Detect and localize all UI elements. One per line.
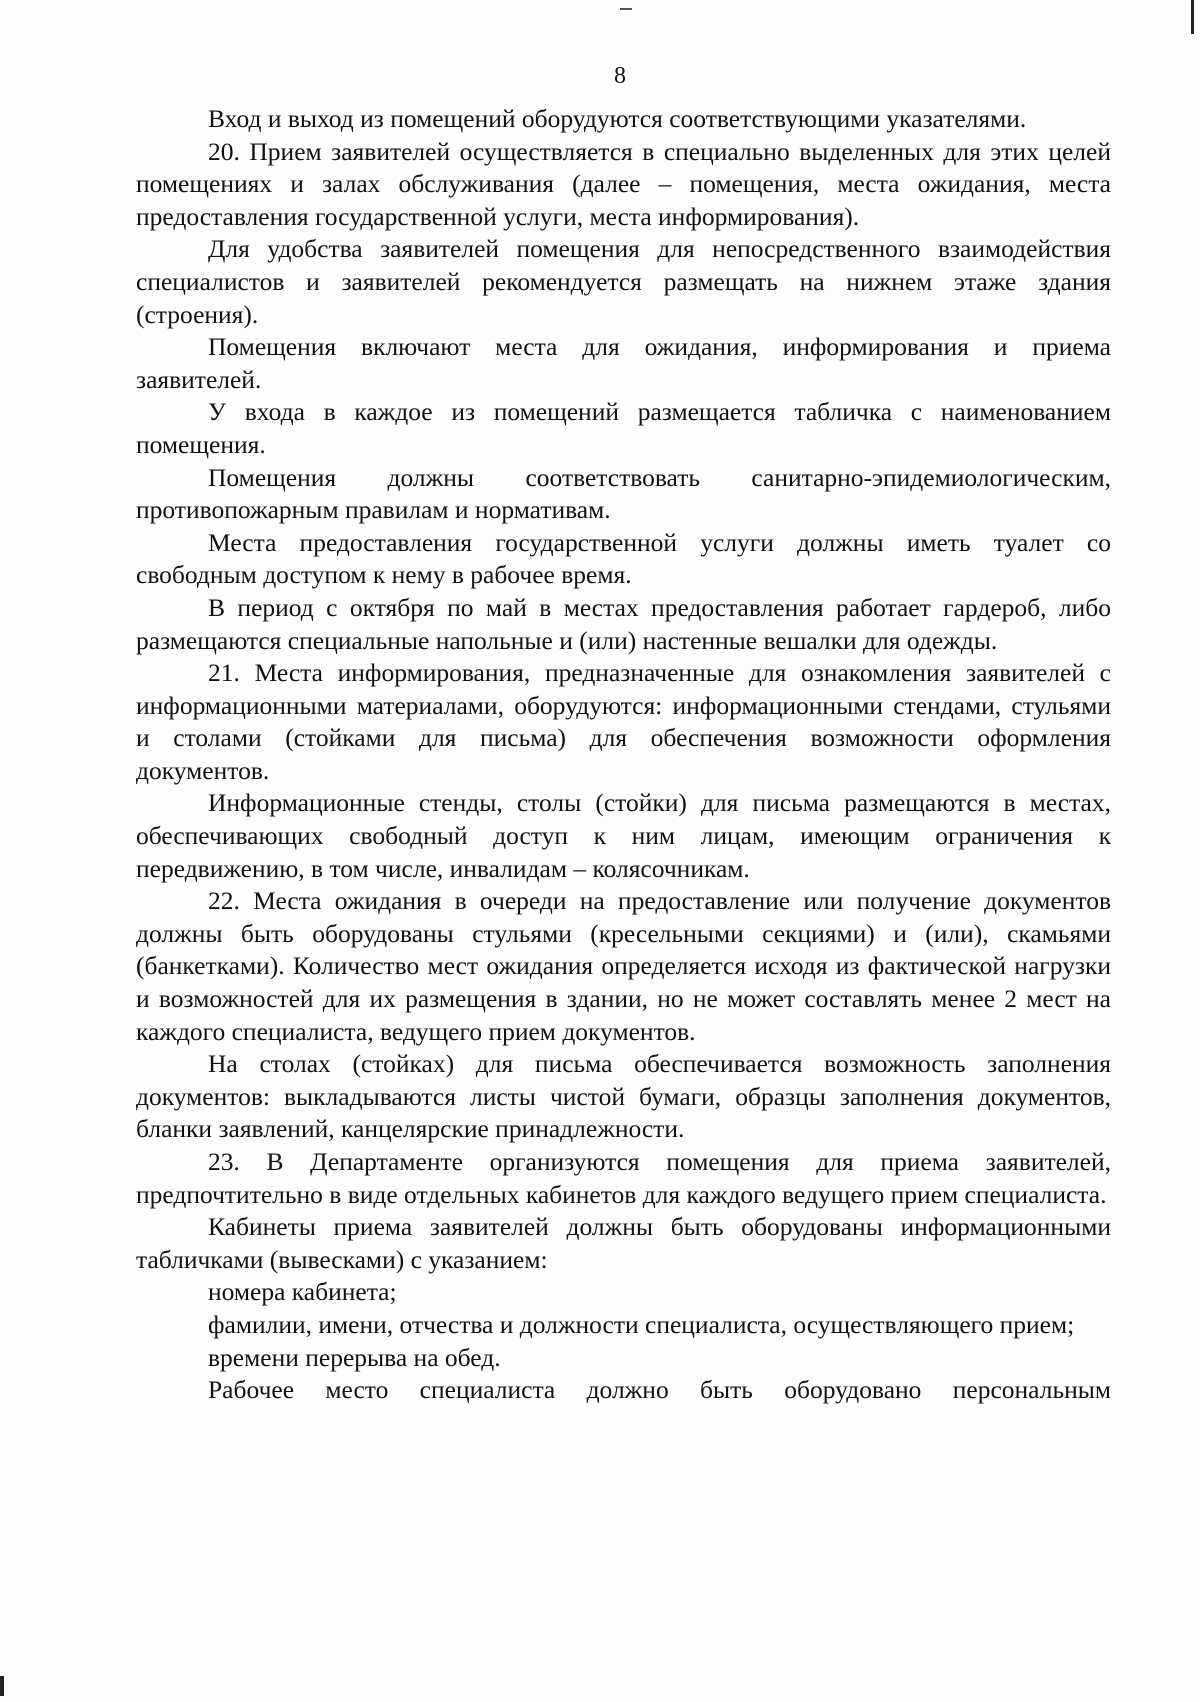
scan-edge-mark: [0, 1676, 4, 1696]
paragraph: Информационные стенды, столы (стойки) для письма размещаются в местах, обеспечивающих свободный доступ к ним лицам, имеющим ограничения к передвижению, в том числе, инвалидам – колясочникам.: [136, 788, 1111, 883]
scan-speck: [620, 8, 632, 10]
paragraph: 20. Прием заявителей осуществляется в специально выделенных для этих целей помещениях и залах обслуживания (далее – помещения, места ожидания, места предоставления государственной услуги, места информирования).: [136, 136, 1111, 231]
page-number: 8: [614, 63, 626, 89]
paragraph: В период с октября по май в местах предоставления работает гардероб, либо размещаются специальные напольные и (или) настенные вешалки для одежды.: [136, 592, 1111, 655]
paragraph: 23. В Департаменте организуются помещения для приема заявителей, предпочтительно в виде отдельных кабинетов для каждого ведущего прием специалиста.: [136, 1147, 1111, 1209]
paragraph: фамилии, имени, отчества и должности специалиста, осуществляющего прием;: [208, 1309, 1075, 1339]
paragraph: 21. Места информирования, предназначенные для ознакомления заявителей с информационными материалами, оборудуются: информационными стендами, стульями и столами (стойками для письма) для обеспечения возможности оформления документов.: [136, 658, 1111, 785]
paragraph: Кабинеты приема заявителей должны быть оборудованы информационными табличками (вывесками) с указанием:: [136, 1212, 1111, 1274]
paragraph: Места предоставления государственной услуги должны иметь туалет со свободным доступом к нему в рабочее время.: [136, 527, 1111, 590]
paragraph: Помещения должны соответствовать санитарно-эпидемиологическим, противопожарным правилам и нормативам.: [136, 462, 1111, 525]
paragraph: Рабочее место специалиста должно быть оборудовано персональным: [208, 1375, 1111, 1405]
paragraph: У входа в каждое из помещений размещается табличка с наименованием помещения.: [136, 397, 1111, 459]
document-body: [136, 103, 1111, 1407]
paragraph: номера кабинета;: [208, 1277, 397, 1307]
paragraph: Помещения включают места для ожидания, информирования и приема заявителей.: [136, 332, 1111, 394]
paragraph: На столах (стойках) для письма обеспечивается возможность заполнения документов: выкладываются листы чистой бумаги, образцы заполнения документов, бланки заявлений, канцелярские принадлежности.: [136, 1049, 1111, 1144]
scan-edge-mark: [1191, 0, 1194, 34]
paragraph: Вход и выход из помещений оборудуются соответствующими указателями.: [208, 104, 1027, 133]
paragraph: 22. Места ожидания в очереди на предоставление или получение документов должны быть оборудованы стульями (кресельными секциями) и (или), скамьями (банкетками). Количество мест ожидания определяется исходя из фактической нагрузки и возможностей для их размещения в здании, но не может составлять менее 2 мест на каждого специалиста, ведущего прием документов.: [136, 886, 1111, 1046]
paragraph: времени перерыва на обед.: [208, 1342, 501, 1372]
paragraph: Для удобства заявителей помещения для непосредственного взаимодействия специалистов и заявителей рекомендуется размещать на нижнем этаже здания (строения).: [136, 234, 1111, 329]
